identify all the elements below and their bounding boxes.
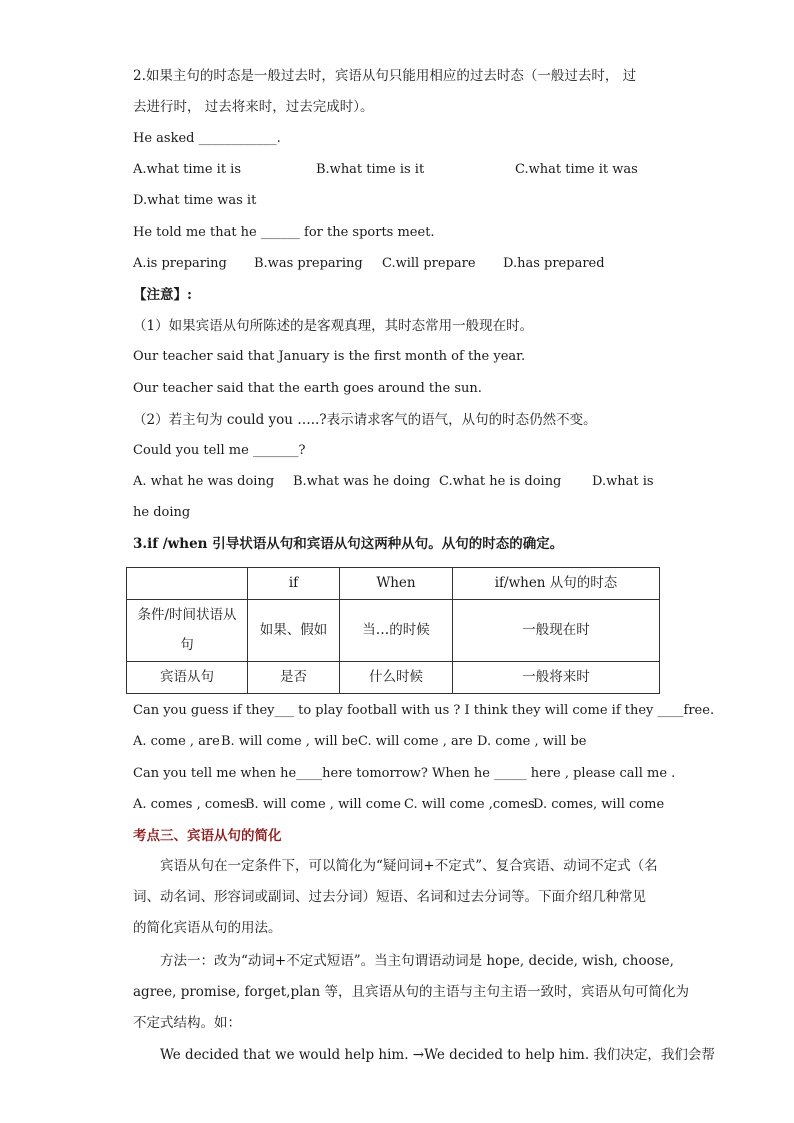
header-cell-tense: if/when 从句的时态 bbox=[453, 568, 660, 600]
row1-when: 当…的时候 bbox=[340, 600, 453, 662]
q3-stem: Could you tell me _______? bbox=[133, 443, 306, 458]
header-cell-empty bbox=[127, 568, 248, 600]
table-header-row bbox=[127, 568, 660, 600]
method1-line1: 方法一：改为“动词+不定式短语”。当主句谓语动词是 hope, decide, wish, choose, bbox=[160, 953, 674, 969]
q1-option-c: C.what time it was bbox=[515, 162, 638, 177]
table-row bbox=[127, 600, 660, 662]
q2-option-a: A.is preparing bbox=[133, 256, 227, 271]
q1-stem: He asked ____________. bbox=[133, 131, 281, 146]
row2-if: 是否 bbox=[248, 662, 340, 694]
note-example-1: Our teacher said that January is the first month of the year. bbox=[133, 349, 526, 364]
q1-option-d: D.what time was it bbox=[133, 193, 257, 208]
q5-option-d: D. comes, will come bbox=[533, 797, 665, 812]
q3-option-b: B.what was he doing bbox=[293, 474, 431, 489]
q3-option-d: D.what is bbox=[592, 474, 654, 489]
row1-label bbox=[127, 600, 248, 662]
q4-option-a: A. come , are bbox=[133, 734, 220, 749]
if-when-table bbox=[126, 567, 660, 694]
rule2-line2: 去进行时， 过去将来时，过去完成时）。 bbox=[133, 99, 374, 115]
header-cell-if: if bbox=[248, 568, 340, 600]
rule3-heading: 3.if /when 引导状语从句和宾语从句这两种从句。从句的时态的确定。 bbox=[133, 536, 564, 552]
note-heading: 【注意】: bbox=[133, 287, 192, 303]
section3-heading: 考点三、宾语从句的简化 bbox=[133, 828, 282, 844]
method1-example: We decided that we would help him. →We decided to help him. 我们决定，我们会帮 bbox=[160, 1047, 715, 1063]
note-point-1: （1）如果宾语从句所陈述的是客观真理，其时态常用一般现在时。 bbox=[133, 318, 534, 334]
note-point-2: （2）若主句为 could you …..?表示请求客气的语气，从句的时态仍然不变。 bbox=[133, 412, 597, 428]
q4-option-b: B. will come , will be bbox=[221, 734, 358, 749]
row1-label-line1: 条件/时间状语从 bbox=[137, 607, 237, 623]
q4-stem: Can you guess if they___ to play football with us ? I think they will come if they ____free. bbox=[133, 703, 715, 718]
table-row bbox=[127, 662, 660, 694]
q1-option-b: B.what time is it bbox=[316, 162, 425, 177]
method1-line3: 不定式结构。如： bbox=[133, 1015, 241, 1031]
row2-when: 什么时候 bbox=[340, 662, 453, 694]
row2-tense: 一般将来时 bbox=[453, 662, 660, 694]
q5-stem: Can you tell me when he____here tomorrow? When he _____ here , please call me . bbox=[133, 766, 676, 781]
q3-option-a: A. what he was doing bbox=[133, 474, 275, 489]
row2-label: 宾语从句 bbox=[127, 662, 248, 694]
rule2-line1: 2.如果主句的时态是一般过去时，宾语从句只能用相应的过去时态（一般过去时， 过 bbox=[133, 68, 637, 84]
row1-if: 如果、假如 bbox=[248, 600, 340, 662]
q5-option-b: B. will come , will come bbox=[245, 797, 401, 812]
q4-option-c: C. will come , are bbox=[358, 734, 473, 749]
q4-option-d: D. come , will be bbox=[477, 734, 587, 749]
q2-option-c: C.will prepare bbox=[382, 256, 476, 271]
row1-tense: 一般现在时 bbox=[453, 600, 660, 662]
q3-option-d-cont: he doing bbox=[133, 505, 191, 520]
q5-option-a: A. comes , comes bbox=[133, 797, 247, 812]
section3-para-line2: 词、动名词、形容词或副词、过去分词）短语、名词和过去分词等。下面介绍几种常见 bbox=[133, 889, 646, 905]
method1-line2: agree, promise, forget,plan 等，且宾语从句的主语与主句主语一致时，宾语从句可简化为 bbox=[133, 984, 689, 1000]
header-cell-when: When bbox=[340, 568, 453, 600]
q2-option-b: B.was preparing bbox=[254, 256, 363, 271]
q5-option-c: C. will come ,comes bbox=[404, 797, 535, 812]
q1-option-a: A.what time it is bbox=[133, 162, 242, 177]
q2-stem: He told me that he ______ for the sports meet. bbox=[133, 225, 435, 240]
q3-option-c: C.what he is doing bbox=[439, 474, 562, 489]
row1-label-line2: 句 bbox=[180, 637, 194, 653]
q2-option-d: D.has prepared bbox=[503, 256, 605, 271]
section3-para-line1: 宾语从句在一定条件下，可以简化为“疑问词+不定式”、复合宾语、动词不定式（名 bbox=[160, 858, 658, 874]
note-example-2: Our teacher said that the earth goes around the sun. bbox=[133, 381, 482, 396]
section3-para-line3: 的简化宾语从句的用法。 bbox=[133, 920, 282, 936]
